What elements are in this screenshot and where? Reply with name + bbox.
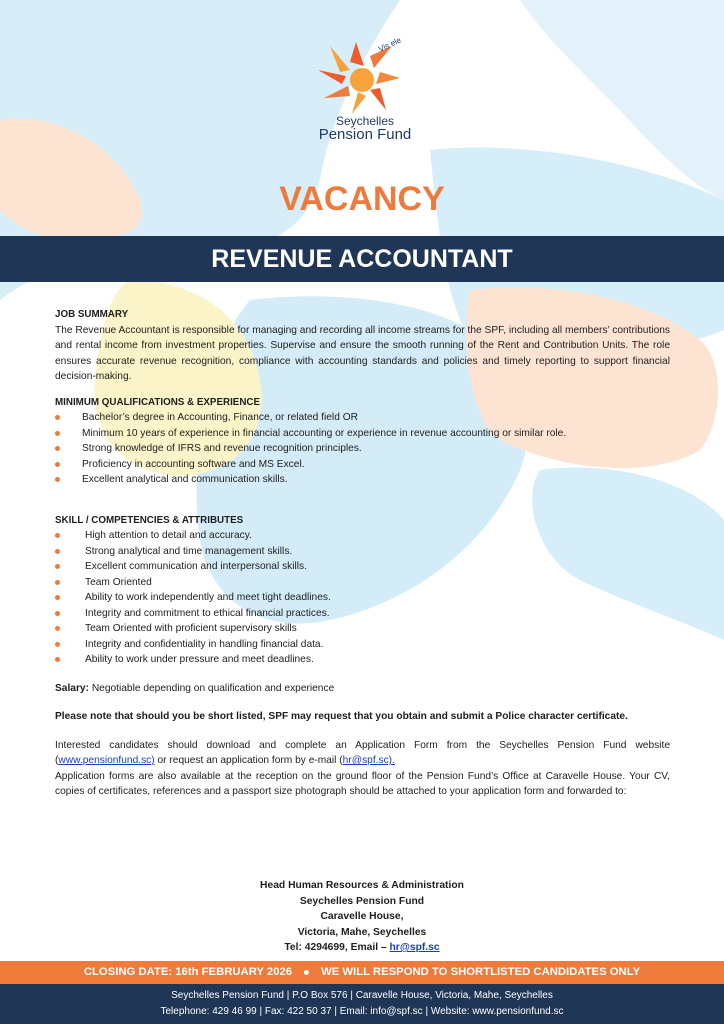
list-item: Excellent communication and interpersonal skills. [55,559,670,575]
list-item: Strong analytical and time management skills. [55,544,670,560]
list-item: Team Oriented [55,575,670,591]
contact-line: Head Human Resources & Administration [260,880,464,891]
salary-text: Negotiable depending on qualification and experience [88,682,335,694]
vacancy-heading: VACANCY [279,180,445,218]
job-summary-text: The Revenue Accountant is responsible for managing and recording all income streams for the SPF, including all members’ contributions and rental income from investment properties. Supervise and ensure the smooth running of the Rent and Contribution Units. The role ensures accurate revenue recognition, compliance with accounting standards and policies and timely reporting to support financial decision-making. [55,324,670,382]
email-link[interactable]: hr@spf.sc). [342,755,395,766]
qualifications-heading: MINIMUM QUALIFICATIONS & EXPERIENCE [55,396,261,408]
bullet-icon [304,970,309,975]
job-description [55,307,670,800]
contact-line: Seychelles Pension Fund [299,895,425,907]
qualifications-list [55,410,670,488]
apply-text-1: Interested candidates should download and complete an Application Form from the Seychelles Pension Fund website ( [55,739,670,766]
police-certificate-note: Please note that should you be short listed, SPF may request that you obtain and submit a Police character certificate. [55,711,628,722]
svg-text:Vis ele: Vis ele [377,35,403,54]
closing-date: CLOSING DATE: 16th FEBRUARY 2026 [83,966,293,978]
list-item: Team Oriented with proficient supervisory skills [55,621,670,637]
salary-line [55,681,670,697]
list-item: Integrity and commitment to ethical financial practices. [55,606,670,622]
closing-date-bar [0,961,724,984]
application-instructions [55,738,670,769]
footer-line: Seychelles Pension Fund | P.O Box 576 | Caravelle House, Victoria, Mahe, Seychelles [171,990,553,1001]
salary-label: Salary: [55,682,89,694]
list-item: Ability to work independently and meet tight deadlines. [55,590,670,606]
list-item: Ability to work under pressure and meet deadlines. [55,652,670,668]
logo-name-line1: Seychelles [335,114,395,128]
contact-address [0,878,724,956]
application-details: Application forms are also available at the reception on the ground floor of the Pension Fund’s Office at Caravelle House. Your CV, copies of certificates, references and a passport size photograph should be attached to your application form and forwarded to: [55,770,670,797]
skills-heading: SKILL / COMPETENCIES & ATTRIBUTES [55,514,244,526]
apply-text-2: or request an application form by e-mail ( [154,755,343,766]
contact-line: Caravelle House, [320,911,404,922]
job-title: REVENUE ACCOUNTANT [211,245,513,273]
list-item: Integrity and confidentiality in handling financial data. [55,637,670,653]
respond-note: WE WILL RESPOND TO SHORTLISTED CANDIDATES ONLY [321,966,641,978]
spf-logo [300,32,430,144]
footer-line: Telephone: 429 46 99 | Fax: 422 50 37 | Email: info@spf.sc | Website: www.pensionfund.sc [160,1006,564,1017]
job-summary-heading: JOB SUMMARY [55,309,129,320]
logo-name-line2: Pension Fund [318,126,412,143]
list-item: Bachelor’s degree in Accounting, Finance, or related field OR [55,410,670,426]
job-title-banner [0,236,724,282]
skills-list [55,528,670,668]
list-item: High attention to detail and accuracy. [55,528,670,544]
contact-line: Victoria, Mahe, Seychelles [297,926,427,938]
sun-logo-icon [300,32,430,116]
contact-tel: Tel: 4294699, Email – [284,942,390,953]
list-item: Minimum 10 years of experience in financial accounting or experience in revenue accounting or similar role. [55,426,670,442]
contact-email-link[interactable]: hr@spf.sc [389,942,440,953]
contact-line [0,940,724,956]
list-item: Proficiency in accounting software and MS Excel. [55,457,670,473]
footer [0,984,724,1024]
list-item: Strong knowledge of IFRS and revenue recognition principles. [55,441,670,457]
website-link[interactable]: www.pensionfund.sc) [58,755,155,766]
list-item: Excellent analytical and communication skills. [55,472,670,488]
